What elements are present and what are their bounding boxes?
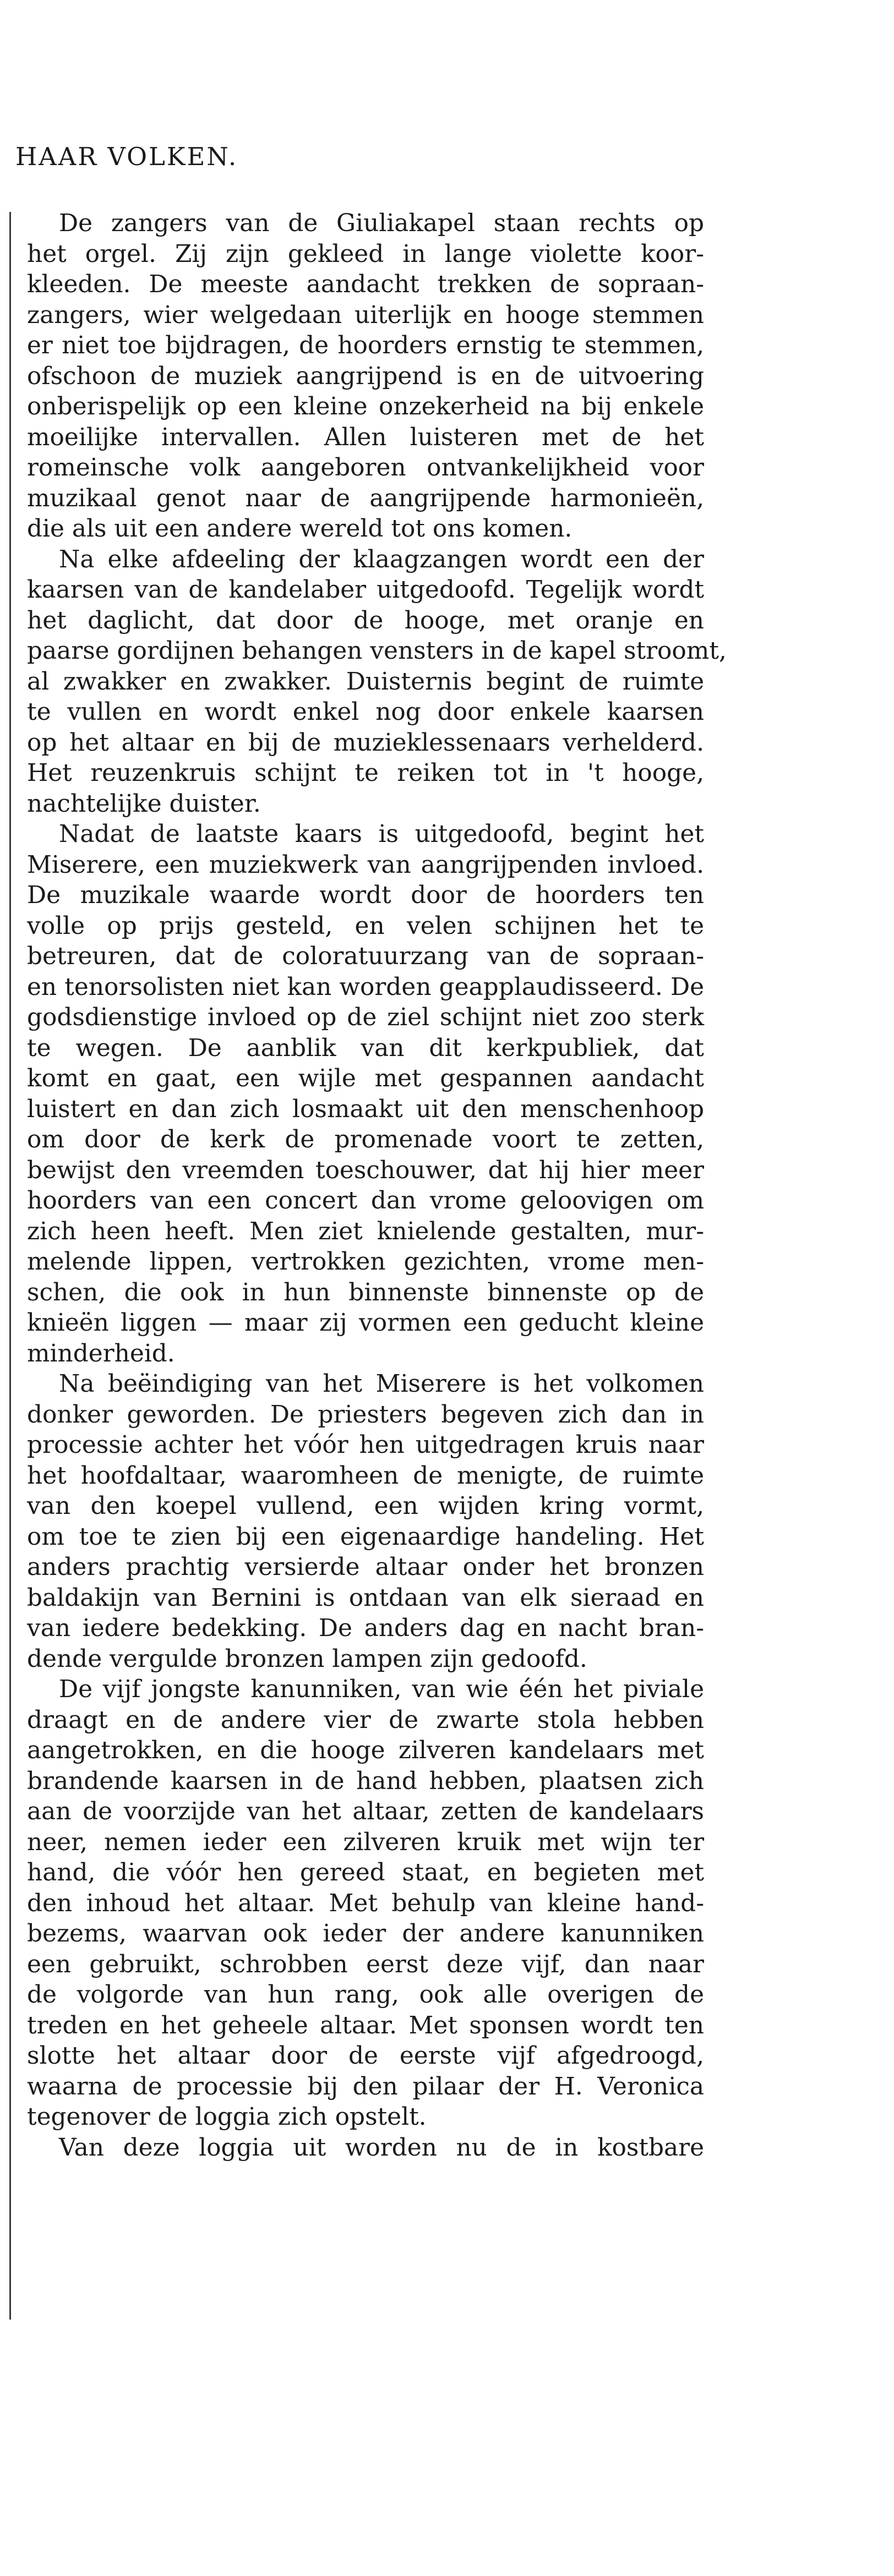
- text-line: godsdienstige invloed op de ziel schijnt niet zoo sterk: [27, 1003, 704, 1031]
- text-line: neer, nemen ieder een zilveren kruik met wijn ter: [27, 1828, 704, 1856]
- text-line: aangetrokken, en die hooge zilveren kandelaars met: [27, 1736, 704, 1764]
- paragraph: [27, 208, 704, 544]
- text-line: er niet toe bijdragen, de hoorders ernstig te stemmen,: [27, 331, 704, 359]
- text-line: brandende kaarsen in de hand hebben, plaatsen zich: [27, 1766, 704, 1795]
- text-line: al zwakker en zwakker. Duisternis begint de ruimte: [27, 667, 704, 696]
- text-line: romeinsche volk aangeboren ontvankelijkheid voor: [27, 453, 704, 482]
- text-line: den inhoud het altaar. Met behulp van kleine hand-: [27, 1889, 704, 1917]
- text-line: hoorders van een concert dan vrome geloovigen om: [27, 1186, 704, 1215]
- text-line: muzikaal genot naar de aangrijpende harmonieën,: [27, 484, 704, 512]
- body-text: [27, 208, 727, 2163]
- text-line: dende vergulde bronzen lampen zijn gedoofd.: [27, 1644, 587, 1673]
- running-head: HAAR VOLKEN.: [15, 142, 238, 171]
- text-line: betreuren, dat de coloratuurzang van de sopraan-: [27, 942, 704, 970]
- text-line: luistert en dan zich losmaakt uit den menschenhoop: [27, 1095, 704, 1123]
- text-line: ofschoon de muziek aangrijpend is en de uitvoering: [27, 362, 704, 390]
- text-line: melende lippen, vertrokken gezichten, vrome men-: [27, 1248, 704, 1276]
- paragraph: [27, 2132, 704, 2163]
- text-line: om door de kerk de promenade voort te zetten,: [27, 1125, 704, 1153]
- text-line: hand, die vóór hen gereed staat, en begieten met: [27, 1858, 704, 1886]
- text-line: kaarsen van de kandelaber uitgedoofd. Tegelijk wordt: [27, 576, 704, 604]
- text-line: Nadat de laatste kaars is uitgedoofd, begint het: [59, 820, 704, 848]
- text-line: De muzikale waarde wordt door de hoorders ten: [27, 881, 704, 909]
- paragraph: [27, 544, 727, 819]
- text-line: anders prachtig versierde altaar onder het bronzen: [27, 1553, 704, 1581]
- text-line: Miserere, een muziekwerk van aangrijpenden invloed.: [27, 850, 704, 879]
- text-line: bewijst den vreemden toeschouwer, dat hij hier meer: [27, 1156, 704, 1184]
- paragraph: [27, 819, 704, 1369]
- text-line: waarna de processie bij den pilaar der H. Veronica: [27, 2072, 704, 2101]
- text-line: Na elke afdeeling der klaagzangen wordt een der: [59, 545, 704, 573]
- paragraph: [27, 1369, 704, 1674]
- text-line: zich heen heeft. Men ziet knielende gestalten, mur-: [27, 1217, 704, 1245]
- text-line: moeilijke intervallen. Allen luisteren met de het: [27, 423, 704, 451]
- text-line: nachtelijke duister.: [27, 789, 261, 818]
- text-line: treden en het geheele altaar. Met sponsen wordt ten: [27, 2011, 704, 2039]
- text-line: die als uit een andere wereld tot ons komen.: [27, 515, 573, 543]
- text-line: van iedere bedekking. De anders dag en nacht bran-: [27, 1614, 704, 1642]
- text-line: onberispelijk op een kleine onzekerheid na bij enkele: [27, 392, 704, 420]
- text-line: het orgel. Zij zijn gekleed in lange violette koor-: [27, 239, 704, 268]
- text-line: volle op prijs gesteld, en velen schijnen het te: [27, 911, 704, 940]
- text-line: op het altaar en bij de muzieklessenaars verhelderd.: [27, 728, 704, 757]
- text-line: Het reuzenkruis schijnt te reiken tot in 't hooge,: [27, 759, 704, 787]
- text-line: komt en gaat, een wijle met gespannen aandacht: [27, 1064, 704, 1092]
- text-line: kleeden. De meeste aandacht trekken de sopraan-: [27, 270, 704, 298]
- text-line: tegenover de loggia zich opstelt.: [27, 2103, 427, 2131]
- text-line: baldakijn van Bernini is ontdaan van elk sieraad en: [27, 1583, 704, 1612]
- text-line: bezems, waarvan ook ieder der andere kanunniken: [27, 1919, 704, 1948]
- text-line: Na beëindiging van het Miserere is het volkomen: [59, 1370, 704, 1398]
- text-line: minderheid.: [27, 1339, 175, 1368]
- text-line: zangers, wier welgedaan uiterlijk en hooge stemmen: [27, 300, 704, 329]
- text-line: processie achter het vóór hen uitgedragen kruis naar: [27, 1431, 704, 1459]
- text-line: te wegen. De aanblik van dit kerkpubliek, dat: [27, 1033, 704, 1062]
- text-line: aan de voorzijde van het altaar, zetten de kandelaars: [27, 1797, 704, 1825]
- margin-rule: [9, 212, 11, 2320]
- text-line: Van deze loggia uit worden nu de in kostbare: [59, 2133, 704, 2162]
- text-line: het daglicht, dat door de hooge, met oranje en: [27, 606, 704, 635]
- text-line: en tenorsolisten niet kan worden geapplaudisseerd. De: [27, 972, 704, 1001]
- text-line: de volgorde van hun rang, ook alle overigen de: [27, 1981, 704, 2009]
- text-line: het hoofdaltaar, waaromheen de menigte, de ruimte: [27, 1461, 704, 1490]
- text-line: donker geworden. De priesters begeven zich dan in: [27, 1400, 704, 1429]
- text-line: van den koepel vullend, een wijden kring vormt,: [27, 1492, 704, 1520]
- text-line: knieën liggen — maar zij vormen een geducht kleine: [27, 1309, 704, 1337]
- text-line: een gebruikt, schrobben eerst deze vijf, dan naar: [27, 1950, 704, 1978]
- text-line: slotte het altaar door de eerste vijf afgedroogd,: [27, 2042, 704, 2070]
- paragraph: [27, 1674, 704, 2132]
- text-line: paarse gordijnen behangen vensters in de kapel stroomt,: [27, 637, 727, 665]
- text-line: draagt en de andere vier de zwarte stola hebben: [27, 1705, 704, 1734]
- text-line: te vullen en wordt enkel nog door enkele kaarsen: [27, 698, 704, 726]
- text-line: om toe te zien bij een eigenaardige handeling. Het: [27, 1522, 704, 1551]
- text-line: schen, die ook in hun binnenste binnenste op de: [27, 1278, 704, 1306]
- text-line: De zangers van de Giuliakapel staan rechts op: [59, 209, 704, 237]
- text-line: De vijf jongste kanunniken, van wie één het piviale: [59, 1675, 704, 1703]
